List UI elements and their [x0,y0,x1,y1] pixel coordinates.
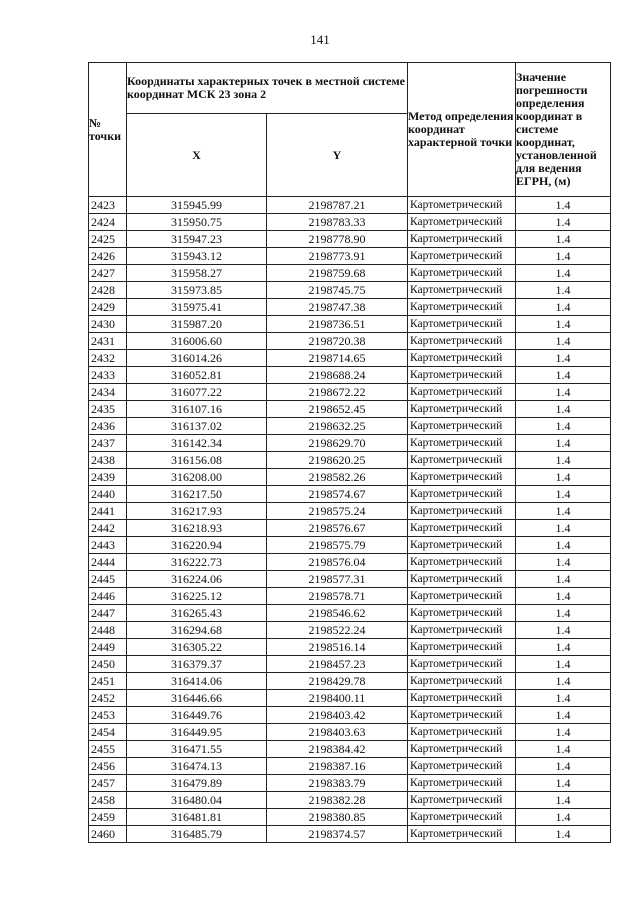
cell-x: 315947.23 [127,231,267,248]
cell-x: 316224.06 [127,571,267,588]
cell-x: 316481.81 [127,809,267,826]
cell-y: 2198576.04 [267,554,408,571]
cell-accuracy: 1.4 [516,367,611,384]
cell-accuracy: 1.4 [516,554,611,571]
table-row [89,469,611,486]
table-row [89,282,611,299]
cell-method: Картометрический [408,435,516,452]
cell-y: 2198747.38 [267,299,408,316]
cell-y: 2198688.24 [267,367,408,384]
table-row [89,571,611,588]
cell-method: Картометрический [408,622,516,639]
cell-x: 316414.06 [127,673,267,690]
cell-method: Картометрический [408,197,516,214]
cell-point-number: 2442 [89,520,127,537]
cell-x: 316225.12 [127,588,267,605]
cell-method: Картометрический [408,248,516,265]
table-row [89,775,611,792]
cell-x: 316474.13 [127,758,267,775]
cell-y: 2198574.67 [267,486,408,503]
table-row [89,384,611,401]
cell-accuracy: 1.4 [516,775,611,792]
cell-method: Картометрический [408,282,516,299]
cell-accuracy: 1.4 [516,520,611,537]
cell-method: Картометрический [408,486,516,503]
cell-y: 2198783.33 [267,214,408,231]
cell-method: Картометрический [408,418,516,435]
cell-point-number: 2459 [89,809,127,826]
cell-method: Картометрический [408,809,516,826]
cell-accuracy: 1.4 [516,673,611,690]
cell-method: Картометрический [408,214,516,231]
cell-y: 2198778.90 [267,231,408,248]
cell-method: Картометрический [408,503,516,520]
cell-method: Картометрический [408,690,516,707]
cell-accuracy: 1.4 [516,758,611,775]
cell-point-number: 2429 [89,299,127,316]
cell-x: 316142.34 [127,435,267,452]
cell-y: 2198457.23 [267,656,408,673]
cell-accuracy: 1.4 [516,265,611,282]
cell-y: 2198582.26 [267,469,408,486]
cell-accuracy: 1.4 [516,503,611,520]
cell-y: 2198578.71 [267,588,408,605]
table-row [89,367,611,384]
table-row [89,537,611,554]
table-row [89,486,611,503]
cell-method: Картометрический [408,826,516,843]
cell-accuracy: 1.4 [516,741,611,758]
cell-x: 316217.50 [127,486,267,503]
header-method: Метод определения координат характерной точки [408,63,516,197]
cell-accuracy: 1.4 [516,724,611,741]
cell-accuracy: 1.4 [516,622,611,639]
cell-method: Картометрический [408,741,516,758]
header-x: X [127,114,267,197]
cell-method: Картометрический [408,588,516,605]
page-number: 141 [310,32,330,47]
cell-x: 315987.20 [127,316,267,333]
cell-accuracy: 1.4 [516,826,611,843]
cell-method: Картометрический [408,537,516,554]
cell-method: Картометрический [408,673,516,690]
cell-y: 2198429.78 [267,673,408,690]
header-coordinates: Координаты характерных точек в местной системе координат МСК 23 зона 2 [127,63,408,114]
cell-method: Картометрический [408,350,516,367]
cell-x: 316305.22 [127,639,267,656]
cell-method: Картометрический [408,367,516,384]
header-point-number: № точки [89,63,127,197]
table-row [89,418,611,435]
cell-x: 316217.93 [127,503,267,520]
table-row [89,639,611,656]
cell-point-number: 2435 [89,401,127,418]
cell-point-number: 2433 [89,367,127,384]
cell-accuracy: 1.4 [516,707,611,724]
cell-method: Картометрический [408,707,516,724]
cell-x: 316449.95 [127,724,267,741]
cell-x: 316077.22 [127,384,267,401]
cell-y: 2198720.38 [267,333,408,350]
cell-point-number: 2444 [89,554,127,571]
cell-point-number: 2448 [89,622,127,639]
cell-method: Картометрический [408,571,516,588]
cell-point-number: 2457 [89,775,127,792]
cell-x: 316485.79 [127,826,267,843]
cell-y: 2198516.14 [267,639,408,656]
cell-y: 2198736.51 [267,316,408,333]
cell-point-number: 2441 [89,503,127,520]
cell-x: 315950.75 [127,214,267,231]
cell-y: 2198522.24 [267,622,408,639]
cell-accuracy: 1.4 [516,248,611,265]
header-accuracy-value: Значение погрешности определения координат в системе координат, установленной для ведения ЕГРН, (м) [516,63,611,197]
cell-point-number: 2425 [89,231,127,248]
cell-x: 315958.27 [127,265,267,282]
table-row [89,741,611,758]
cell-point-number: 2450 [89,656,127,673]
cell-x: 316137.02 [127,418,267,435]
cell-point-number: 2452 [89,690,127,707]
table-row [89,248,611,265]
cell-x: 315945.99 [127,197,267,214]
table-row [89,435,611,452]
cell-point-number: 2447 [89,605,127,622]
cell-point-number: 2453 [89,707,127,724]
cell-y: 2198403.63 [267,724,408,741]
table-row [89,350,611,367]
table-row [89,231,611,248]
cell-y: 2198787.21 [267,197,408,214]
cell-method: Картометрический [408,384,516,401]
table-row [89,265,611,282]
cell-method: Картометрический [408,656,516,673]
table-row [89,826,611,843]
cell-method: Картометрический [408,520,516,537]
cell-method: Картометрический [408,724,516,741]
cell-accuracy: 1.4 [516,435,611,452]
cell-y: 2198632.25 [267,418,408,435]
cell-method: Картометрический [408,758,516,775]
cell-y: 2198759.68 [267,265,408,282]
cell-accuracy: 1.4 [516,384,611,401]
cell-accuracy: 1.4 [516,418,611,435]
table-row [89,605,611,622]
cell-point-number: 2454 [89,724,127,741]
cell-y: 2198672.22 [267,384,408,401]
cell-y: 2198380.85 [267,809,408,826]
table-row [89,452,611,469]
cell-x: 316014.26 [127,350,267,367]
cell-point-number: 2428 [89,282,127,299]
table-row [89,809,611,826]
coordinates-table [88,62,611,843]
table-row [89,588,611,605]
cell-point-number: 2455 [89,741,127,758]
cell-accuracy: 1.4 [516,299,611,316]
cell-y: 2198383.79 [267,775,408,792]
cell-accuracy: 1.4 [516,282,611,299]
cell-y: 2198400.11 [267,690,408,707]
cell-point-number: 2458 [89,792,127,809]
cell-y: 2198546.62 [267,605,408,622]
cell-point-number: 2446 [89,588,127,605]
cell-point-number: 2436 [89,418,127,435]
cell-y: 2198403.42 [267,707,408,724]
table-row [89,792,611,809]
cell-x: 316449.76 [127,707,267,724]
cell-x: 316222.73 [127,554,267,571]
cell-x: 316107.16 [127,401,267,418]
cell-point-number: 2439 [89,469,127,486]
cell-y: 2198576.67 [267,520,408,537]
cell-accuracy: 1.4 [516,401,611,418]
cell-x: 316218.93 [127,520,267,537]
cell-y: 2198773.91 [267,248,408,265]
table-row [89,673,611,690]
cell-point-number: 2449 [89,639,127,656]
cell-y: 2198374.57 [267,826,408,843]
table-row [89,316,611,333]
cell-y: 2198652.45 [267,401,408,418]
table-row [89,707,611,724]
cell-x: 316480.04 [127,792,267,809]
cell-method: Картометрический [408,299,516,316]
cell-point-number: 2445 [89,571,127,588]
table-row [89,214,611,231]
cell-accuracy: 1.4 [516,350,611,367]
cell-accuracy: 1.4 [516,792,611,809]
cell-accuracy: 1.4 [516,690,611,707]
cell-method: Картометрический [408,265,516,282]
cell-accuracy: 1.4 [516,588,611,605]
cell-accuracy: 1.4 [516,639,611,656]
cell-x: 316208.00 [127,469,267,486]
table-row [89,401,611,418]
cell-method: Картометрический [408,316,516,333]
cell-point-number: 2456 [89,758,127,775]
cell-method: Картометрический [408,554,516,571]
cell-y: 2198577.31 [267,571,408,588]
cell-point-number: 2440 [89,486,127,503]
cell-y: 2198629.70 [267,435,408,452]
cell-point-number: 2451 [89,673,127,690]
table-row [89,503,611,520]
cell-point-number: 2438 [89,452,127,469]
cell-accuracy: 1.4 [516,316,611,333]
cell-x: 316479.89 [127,775,267,792]
cell-y: 2198384.42 [267,741,408,758]
cell-point-number: 2430 [89,316,127,333]
cell-y: 2198382.28 [267,792,408,809]
cell-accuracy: 1.4 [516,469,611,486]
cell-method: Картометрический [408,231,516,248]
cell-x: 316265.43 [127,605,267,622]
table-row [89,299,611,316]
cell-point-number: 2423 [89,197,127,214]
cell-method: Картометрический [408,469,516,486]
table-row [89,554,611,571]
cell-point-number: 2431 [89,333,127,350]
cell-accuracy: 1.4 [516,231,611,248]
cell-x: 316471.55 [127,741,267,758]
cell-y: 2198575.79 [267,537,408,554]
cell-method: Картометрический [408,775,516,792]
cell-point-number: 2460 [89,826,127,843]
cell-method: Картометрический [408,605,516,622]
table-header [89,63,611,197]
table-row [89,724,611,741]
cell-x: 316294.68 [127,622,267,639]
table-row [89,197,611,214]
cell-point-number: 2437 [89,435,127,452]
cell-accuracy: 1.4 [516,656,611,673]
table-row [89,758,611,775]
cell-method: Картометрический [408,639,516,656]
cell-x: 316220.94 [127,537,267,554]
table-row [89,520,611,537]
cell-accuracy: 1.4 [516,197,611,214]
cell-point-number: 2432 [89,350,127,367]
cell-x: 316156.08 [127,452,267,469]
cell-point-number: 2426 [89,248,127,265]
cell-x: 316379.37 [127,656,267,673]
table-body [89,197,611,843]
header-y: Y [267,114,408,197]
cell-point-number: 2443 [89,537,127,554]
cell-y: 2198714.65 [267,350,408,367]
cell-method: Картометрический [408,401,516,418]
cell-method: Картометрический [408,452,516,469]
cell-accuracy: 1.4 [516,452,611,469]
cell-accuracy: 1.4 [516,214,611,231]
table-row [89,690,611,707]
table-row [89,333,611,350]
cell-accuracy: 1.4 [516,605,611,622]
cell-x: 315943.12 [127,248,267,265]
cell-y: 2198745.75 [267,282,408,299]
table-row [89,656,611,673]
cell-y: 2198387.16 [267,758,408,775]
cell-x: 315975.41 [127,299,267,316]
cell-accuracy: 1.4 [516,571,611,588]
cell-accuracy: 1.4 [516,333,611,350]
cell-x: 315973.85 [127,282,267,299]
cell-point-number: 2434 [89,384,127,401]
cell-x: 316006.60 [127,333,267,350]
cell-point-number: 2427 [89,265,127,282]
cell-accuracy: 1.4 [516,809,611,826]
cell-method: Картометрический [408,792,516,809]
cell-x: 316052.81 [127,367,267,384]
cell-y: 2198575.24 [267,503,408,520]
table-row [89,622,611,639]
cell-method: Картометрический [408,333,516,350]
cell-accuracy: 1.4 [516,486,611,503]
cell-point-number: 2424 [89,214,127,231]
cell-y: 2198620.25 [267,452,408,469]
cell-accuracy: 1.4 [516,537,611,554]
cell-x: 316446.66 [127,690,267,707]
